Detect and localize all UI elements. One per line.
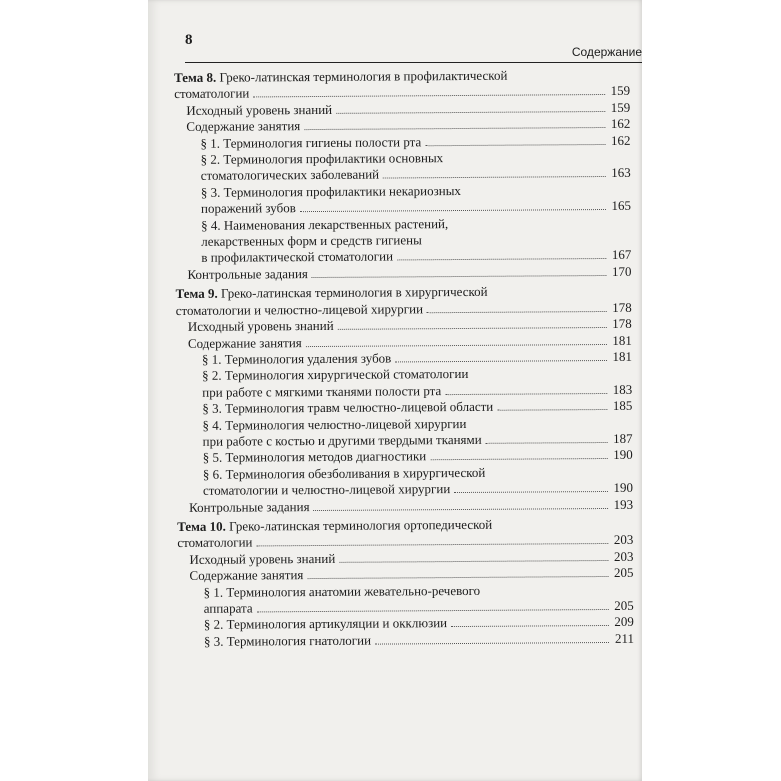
page-ref: 187 [613,430,633,446]
entry-text-part: § 3. Терминология травм челюстно-лицевой области [202,398,494,416]
page-ref: 203 [613,548,634,564]
toc-topic [176,283,634,516]
dot-leader [257,543,609,546]
entry-text-part: § 2. Терминология артикуляции и окклюзии [203,615,448,633]
dot-leader [425,144,605,146]
page-ref: 159 [610,83,631,99]
dot-leader [451,625,609,627]
topic-title-text [176,301,423,319]
table-of-contents [174,67,634,650]
running-header [185,30,642,60]
entry-text-part: в профилактической стоматологии [201,248,394,266]
entry-text-part: при работе с костью и другими твердыми тканями [202,431,482,449]
entry-text [204,600,253,617]
entry-text [189,551,335,568]
page-ref: 162 [610,132,631,148]
page-ref: 181 [612,348,633,364]
page-ref: 163 [611,165,631,181]
dot-leader [336,111,605,114]
dot-leader [338,327,607,330]
entry-text [201,183,461,201]
entry-text [201,232,422,250]
dot-leader [300,209,606,212]
topic-prefix: Тема 10. [177,518,226,534]
topic-prefix: Тема 9. [175,285,218,302]
entry-text-part: Содержание занятия [186,118,301,135]
toc-topic [177,516,634,650]
dot-leader [395,360,607,362]
dot-leader [454,491,608,493]
entry-text [202,350,391,368]
entry-text-part: § 4. Терминология челюстно-лицевой хирургии [202,415,467,433]
page-ref: 170 [611,263,632,279]
header-rule [185,62,642,63]
entry-text [202,383,441,401]
entry-text [186,102,332,119]
entry-text-part: поражений зубов [200,200,296,217]
entry-text [203,432,482,450]
dot-leader [445,393,607,395]
entry-text [203,465,486,483]
entry-text [201,150,444,168]
entry-text-part: стоматологических заболеваний [200,167,380,184]
topic-title-part: стоматологии и челюстно-лицевой хирургии [175,300,424,318]
page-ref: 159 [610,99,631,115]
page-ref: 211 [614,630,635,646]
page-ref: 205 [614,597,634,613]
entry-text [204,582,481,600]
entry-text-part: § 2. Терминология хирургической стоматологии [202,366,469,384]
topic-title-part: Греко-латинская терминология в хирургической [220,284,488,301]
page-ref: 193 [613,496,634,512]
entry-text-part: § 1. Терминология анатомии жевательно-речевого [203,582,481,600]
entry-text [200,134,421,152]
dot-leader [339,560,608,563]
dot-leader [397,258,606,260]
entry-text-part: § 4. Наименования лекарственных растений, [201,215,449,233]
entry-text-part: § 5. Терминология методов диагностики [202,448,427,466]
page-ref: 162 [610,116,631,132]
page-ref: 178 [612,315,632,332]
entry-text-part: § 2. Терминология профилактики основных [200,150,444,167]
entry-text-part: лекарственных форм и средств гигиены [201,232,422,249]
dot-leader [375,642,609,645]
entry-text-part: Содержание занятия [187,334,302,351]
dot-leader [304,127,605,130]
entry-text [187,266,308,283]
dot-leader [253,94,605,97]
entry-text-part: § 1. Терминология гигиены полости рта [200,133,422,151]
page-ref: 205 [613,564,634,581]
page-ref: 185 [612,397,633,414]
entry-text-part: § 6. Терминология обезболивания в хирургической [202,464,486,482]
entry-text [202,366,468,384]
page-ref: 190 [613,479,633,496]
topic-title-part: Греко-латинская терминология в профилактической [219,67,508,85]
page-ref: 203 [613,532,634,548]
topic-title-part: Греко-латинская терминология ортопедической [229,516,493,534]
topic-title-part: стоматологии [174,85,250,102]
page-ref: 167 [611,247,632,263]
dot-leader [306,343,607,346]
entry-text-part: Контрольные задания [188,498,310,515]
page-ref: 190 [613,447,633,463]
page-ref: 165 [611,198,632,214]
entry-text [204,616,447,634]
toc-entry-line [178,631,634,651]
entry-text-part: при работе с мягкими тканями полости рта [202,382,442,400]
topic-title-text [176,284,488,303]
entry-text [188,335,302,352]
entry-text [202,399,493,417]
dot-leader [383,176,606,179]
dot-leader [497,409,607,411]
page-ref: 183 [612,381,633,397]
entry-text-part: Исходный уровень знаний [186,101,333,118]
dot-leader [257,609,609,612]
topic-title-text [174,68,507,87]
page-ref: 209 [614,614,634,630]
topic-title-text [174,86,249,103]
dot-leader [314,508,609,511]
entry-text [189,499,310,516]
entry-text-part: § 3. Терминология гнатологии [203,632,372,649]
dot-leader [312,275,607,278]
topic-title-part: стоматологии [177,534,253,551]
topic-prefix: Тема 8. [174,69,217,85]
entry-text [201,216,448,234]
entry-text [188,318,334,335]
page-number: 8 [185,32,193,48]
entry-text-part: Исходный уровень знаний [187,317,334,335]
entry-text-part: Исходный уровень знаний [189,550,336,567]
page-ref: 181 [612,332,632,348]
dot-leader [307,576,608,579]
entry-text-part: стоматологии и челюстно-лицевой хирургии [202,481,451,498]
entry-text [203,481,450,499]
entry-text-part: § 1. Терминология удаления зубов [201,350,392,367]
entry-text-part: § 3. Терминология профилактики некариозных [200,182,461,200]
entry-text [201,167,379,185]
entry-text-part: Содержание занятия [189,567,304,584]
entry-text [189,567,303,584]
entry-text [202,415,466,433]
entry-text [201,200,296,217]
dot-leader [486,442,608,444]
page-ref: 178 [612,299,632,315]
entry-text-part: Контрольные задания [187,265,308,282]
topic-title-text [177,517,492,536]
entry-text [204,632,371,650]
running-title: Содержание [571,45,642,59]
toc-topic [174,67,631,283]
entry-text-part: аппарата [203,600,253,616]
entry-text [201,249,393,267]
entry-text [186,118,300,135]
topic-title-text [177,535,252,552]
dot-leader [430,458,607,460]
entry-text [203,449,427,467]
dot-leader [427,311,607,313]
